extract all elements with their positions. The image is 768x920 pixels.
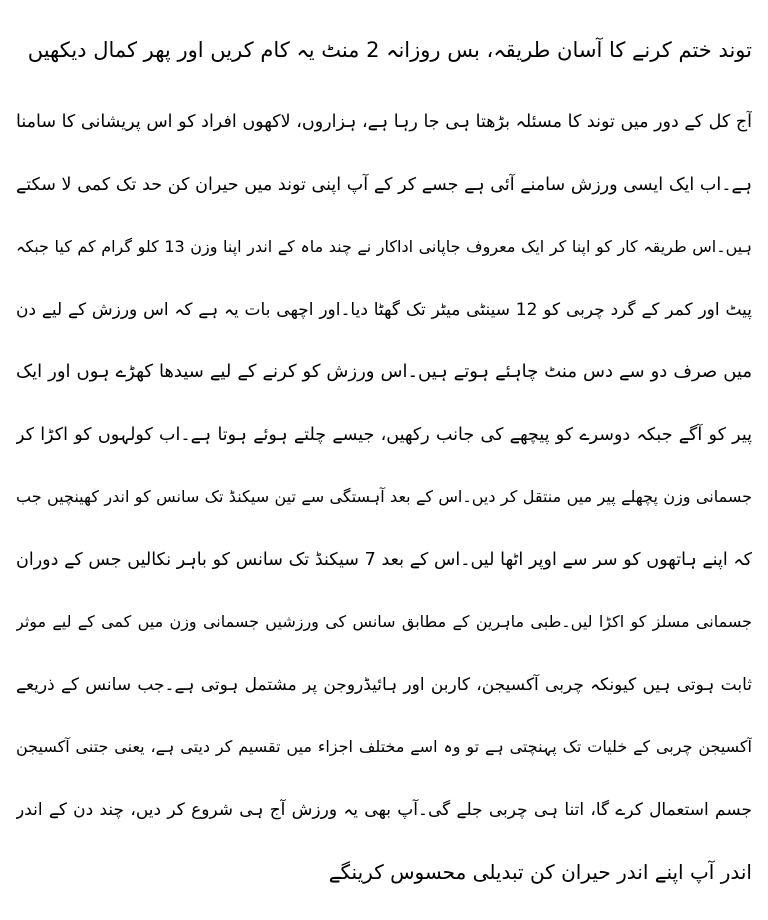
article-line: پیر کو آگے جبکہ دوسرے کو پیچھے کی جانب رکھیں، جیسے چلتے ہوئے ہوتا ہے۔اب کولہوں کو اکڑا کر <box>16 424 752 445</box>
article-line: پیٹ اور کمر کے گرد چربی کو 12 سینٹی میٹر تک گھٹا دیا۔اور اچھی بات یہ ہے کہ اس ورزش کے لیے دن <box>16 299 752 320</box>
article-line: آکسیجن چربی کے خلیات تک پہنچتی ہے تو وہ اسے مختلف اجزاء میں تقسیم کر دیتی ہے، یعنی جتنی آکسیجن <box>16 737 752 756</box>
article-line: ہے۔اب ایک ایسی ورزش سامنے آئی ہے جسے کر کے آپ اپنی توند میں حیران کن حد تک کمی لا سکتے <box>16 174 752 195</box>
article-line: ہیں۔اس طریقہ کار کو اپنا کر ایک معروف جاپانی اداکار نے چند ماہ کے اندر اپنا وزن 13 کلو گرام کم کیا جبکہ <box>16 237 752 256</box>
article-line: جسم استعمال کرے گا، اتنا ہی چربی جلے گی۔آپ بھی یہ ورزش آج ہی شروع کر دیں، چند دن کے اندر <box>16 799 752 820</box>
article-line: کہ اپنے ہاتھوں کو سر سے اوپر اٹھا لیں۔اس کے بعد 7 سیکنڈ تک سانس کو باہر نکالیں جس کے دوران <box>16 549 752 570</box>
article-body <box>16 97 752 910</box>
article-line: آج کل کے دور میں توند کا مسئلہ بڑھتا ہی جا رہا ہے، ہزاروں، لاکھوں افراد کو اس پریشانی کا سامنا <box>16 112 752 132</box>
article-line: اندر آپ اپنے اندر حیران کن تبدیلی محسوس کرینگے <box>328 860 752 884</box>
article-line: ثابت ہوتی ہیں کیونکہ چربی آکسیجن، کاربن اور ہائیڈروجن پر مشتمل ہوتی ہے۔جب سانس کے ذریعے <box>16 674 752 695</box>
article-line: جسمانی وزن پچھلے پیر میں منتقل کر دیں۔اس کے بعد آہستگی سے تین سیکنڈ تک سانس کو اندر کھینچیں جب <box>16 487 752 506</box>
article-line: میں صرف دو سے دس منٹ چاہئے ہوتے ہیں۔اس ورزش کو کرنے کے لیے سیدھا کھڑے ہوں اور ایک <box>16 361 752 382</box>
article-headline: توند ختم کرنے کا آسان طریقہ، بس روزانہ 2 منٹ یہ کام کریں اور پھر کمال دیکھیں <box>27 38 752 62</box>
article-line: جسمانی مسلز کو اکڑا لیں۔طبی ماہرین کے مطابق سانس کی ورزشیں جسمانی وزن میں کمی کے لیے موثر <box>16 612 752 631</box>
